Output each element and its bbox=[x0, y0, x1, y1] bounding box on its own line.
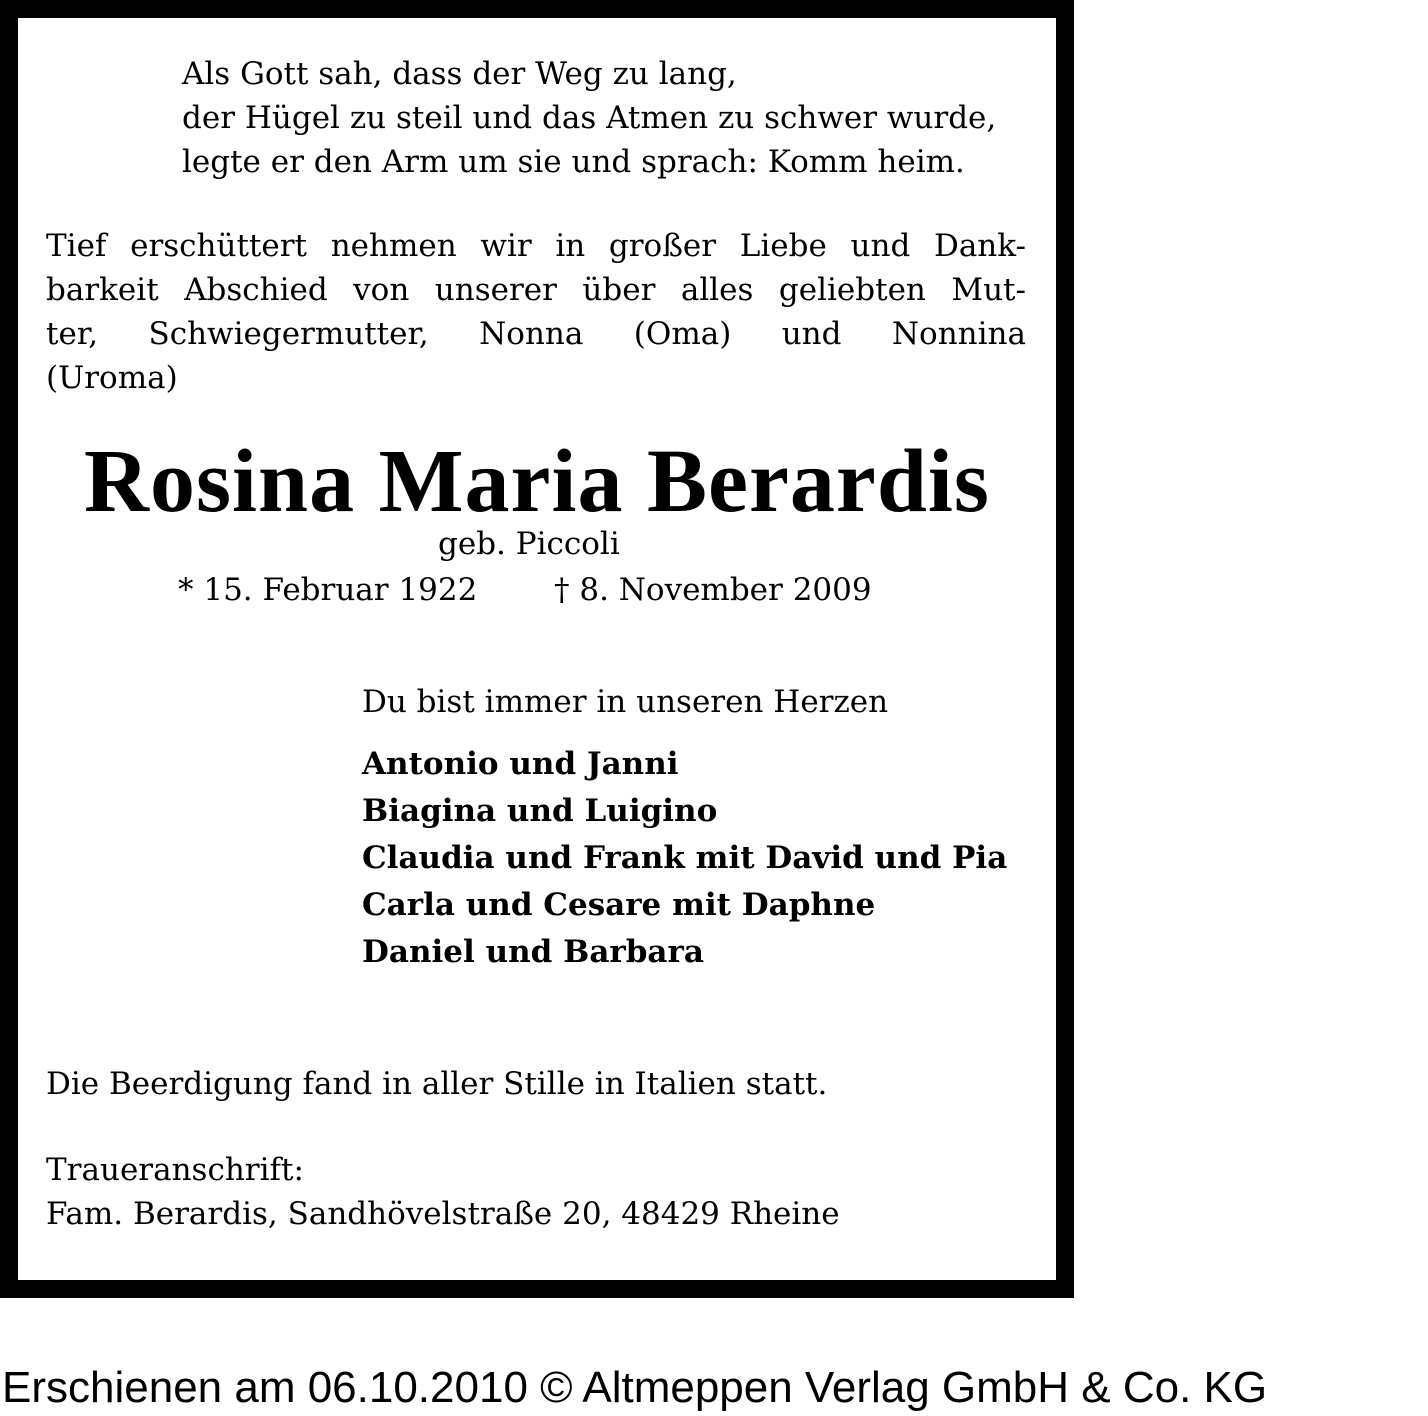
deceased-name: Rosina Maria Berardis bbox=[84, 432, 990, 531]
birth-date: * 15. Februar 1922 bbox=[178, 572, 478, 608]
mourner-name: Claudia und Frank mit David und Pia bbox=[362, 840, 1008, 876]
mourner-name: Biagina und Luigino bbox=[362, 793, 718, 829]
death-date: † 8. November 2009 bbox=[554, 572, 872, 608]
poem-line: legte er den Arm um sie und sprach: Komm heim. bbox=[182, 144, 965, 180]
intro-line: Tief erschüttert nehmen wir in großer Liebe und Dank- bbox=[46, 228, 1026, 264]
address-value: Fam. Berardis, Sandhövelstraße 20, 48429 Rheine bbox=[46, 1196, 840, 1232]
intro-paragraph bbox=[46, 224, 1026, 400]
tribute-line: Du bist immer in unseren Herzen bbox=[362, 684, 889, 720]
poem-line: Als Gott sah, dass der Weg zu lang, bbox=[182, 56, 737, 92]
publication-footer: Erschienen am 06.10.2010 © Altmeppen Verlag GmbH & Co. KG bbox=[2, 1363, 1268, 1412]
mourner-name: Antonio und Janni bbox=[362, 746, 679, 782]
address-label: Traueranschrift: bbox=[46, 1152, 304, 1188]
funeral-note: Die Beerdigung fand in aller Stille in Italien statt. bbox=[46, 1066, 828, 1102]
mourner-name: Daniel und Barbara bbox=[362, 934, 704, 970]
mourner-name: Carla und Cesare mit Daphne bbox=[362, 887, 876, 923]
obituary-content bbox=[18, 18, 1056, 1280]
intro-line: barkeit Abschied von unserer über alles geliebten Mut- bbox=[46, 272, 1026, 308]
intro-line: (Uroma) bbox=[46, 360, 178, 396]
maiden-name: geb. Piccoli bbox=[438, 526, 620, 562]
intro-line: ter, Schwiegermutter, Nonna (Oma) und Nonnina bbox=[46, 316, 1026, 352]
poem-line: der Hügel zu steil und das Atmen zu schwer wurde, bbox=[182, 100, 997, 136]
